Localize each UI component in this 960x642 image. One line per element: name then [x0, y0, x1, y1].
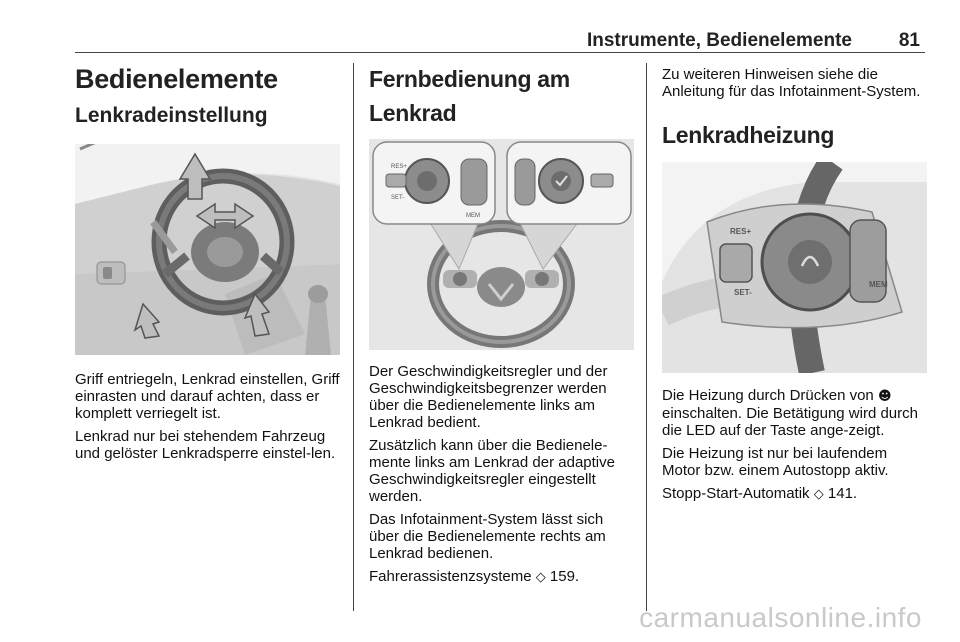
column-divider — [353, 63, 354, 611]
column-steering-wheel-heating — [662, 62, 927, 509]
column-divider — [646, 63, 647, 611]
column-steering-adjustment — [75, 62, 340, 468]
paragraph: Zu weiteren Hinweisen siehe die Anleitung für das Infotainment-System. — [662, 66, 921, 100]
page-reference-icon: ◇ — [535, 570, 546, 585]
label-set: SET- — [734, 288, 752, 297]
para-text: einschalten. Die Betätigung wird durch die LED auf der Taste ange-zeigt. — [662, 405, 918, 439]
page-reference-icon: ◇ — [813, 487, 824, 502]
paragraph — [662, 387, 927, 439]
label-mem: MEM — [869, 280, 888, 289]
section-title-controls: Bedienelemente — [75, 64, 278, 94]
label-set: SET- — [391, 195, 405, 201]
subsection-title-steering-adjustment: Lenkradeinstellung — [75, 104, 268, 127]
xref-text: Fahrerassistenzsysteme — [369, 568, 532, 585]
cross-reference — [369, 568, 635, 586]
steering-wheel-controls-illustration — [369, 139, 634, 350]
paragraph: Der Geschwindigkeitsregler und der Geschwindigkeitsbegrenzer werden über die Bedienelemente links am Lenkrad bedient. — [369, 363, 608, 431]
paragraph: Das Infotainment-System lässt sich über die Bedienelemente rechts am Lenkrad bedienen. — [369, 511, 606, 562]
paragraph: Lenkrad nur bei stehendem Fahrzeug und gelöster Lenkradsperre einstel-len. — [75, 428, 336, 462]
column-remote-control — [369, 62, 635, 592]
heated-steering-wheel-illustration — [662, 162, 927, 373]
xref-page[interactable]: 141. — [827, 485, 858, 502]
para-text: Die Heizung durch Drücken von — [662, 387, 874, 404]
xref-page[interactable]: 159. — [549, 568, 580, 585]
section-title-steering-wheel-heating: Lenkradheizung — [662, 122, 835, 148]
watermark: carmanualsonline.info — [639, 602, 922, 633]
running-header-title: Instrumente, Bedienelemente — [586, 30, 852, 51]
xref-text: Stopp-Start-Automatik — [662, 485, 810, 502]
label-mem: MEM — [466, 213, 480, 219]
heated-steering-wheel-icon: ☻ — [877, 389, 892, 404]
page-number: 81 — [898, 30, 920, 51]
label-res: RES+ — [391, 164, 407, 170]
header-rule — [75, 52, 925, 53]
paragraph: Zusätzlich kann über die Bedienele-mente links am Lenkrad der adaptive Geschwindigkeitsregler eingestellt werden. — [369, 437, 615, 505]
section-title-steering-wheel-remote: Fernbedienung am Lenkrad — [369, 66, 570, 126]
label-res: RES+ — [730, 227, 752, 236]
steering-adjustment-illustration — [75, 144, 340, 355]
cross-reference — [662, 485, 927, 503]
paragraph: Griff entriegeln, Lenkrad einstellen, Griff einrasten und darauf achten, dass er komplett verriegelt ist. — [75, 371, 340, 422]
paragraph: Die Heizung ist nur bei laufendem Motor bzw. einem Autostopp aktiv. — [662, 445, 889, 479]
